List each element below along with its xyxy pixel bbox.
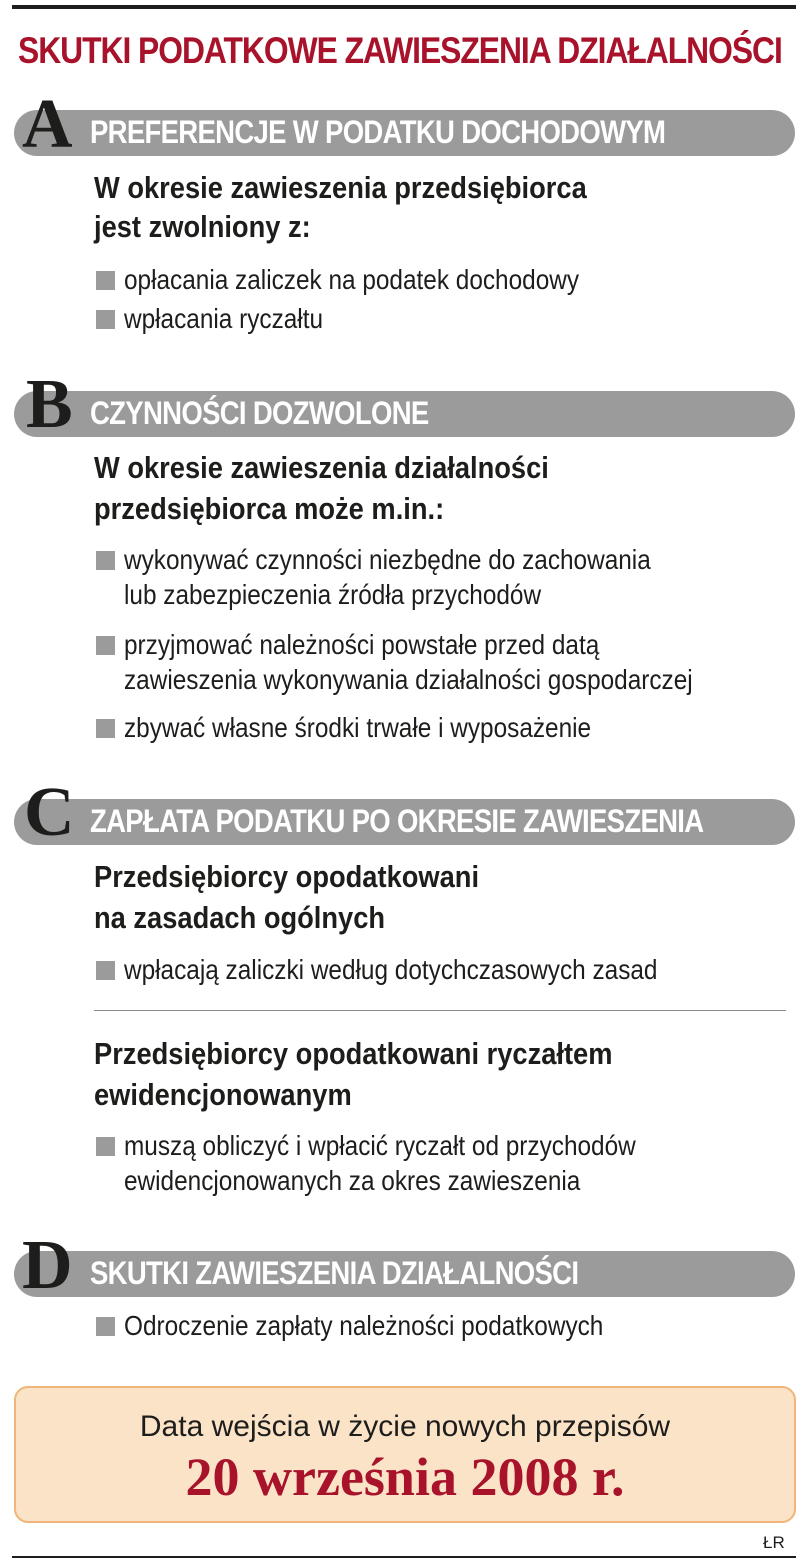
list-item-text-line-1: przyjmować należności powstałe przed datą: [124, 629, 600, 660]
section-a-title: PREFERENCJE W PODATKU DOCHODOWYM: [90, 114, 666, 150]
bullet-square-icon: [96, 271, 115, 290]
bullet-square-icon: [96, 636, 115, 655]
list-item-text: wpłacają zaliczki według dotychczasowych zasad: [124, 954, 658, 985]
list-item-text: zbywać własne środki trwałe i wyposażenie: [124, 712, 592, 743]
bullet-square-icon: [96, 719, 115, 738]
bullet-square-icon: [96, 310, 115, 329]
section-c-title: ZAPŁATA PODATKU PO OKRESIE ZAWIESZENIA: [90, 803, 704, 839]
bottom-rule: [12, 1556, 796, 1558]
list-item-text-line-2: lub zabezpieczenia źródła przychodów: [124, 579, 542, 610]
list-item-text-line-1: muszą obliczyć i wpłacić ryczałt od przychodów: [124, 1130, 636, 1161]
section-c-subhead-2-line-1: Przedsiębiorcy opodatkowani ryczałtem: [94, 1036, 613, 1071]
section-b-subhead-line-1: W okresie zawieszenia działalności: [94, 450, 549, 485]
list-item-text-line-2: zawieszenia wykonywania działalności gospodarczej: [124, 664, 693, 695]
list-item-text: Odroczenie zapłaty należności podatkowych: [124, 1310, 604, 1341]
section-d-letter: D: [22, 1227, 73, 1304]
list-item-text-line-1: wykonywać czynności niezbędne do zachowania: [124, 544, 651, 575]
list-item-text: wpłacania ryczałtu: [124, 303, 324, 334]
effective-date-value: 20 września 2008 r.: [185, 1447, 625, 1507]
section-a-subhead-line-1: W okresie zawieszenia przedsiębiorca: [94, 170, 587, 205]
section-c-subhead-2-line-2: ewidencjonowanym: [94, 1077, 352, 1112]
bullet-square-icon: [96, 961, 115, 980]
list-item-text: opłacania zaliczek na podatek dochodowy: [124, 264, 580, 295]
effective-date-box: [14, 1386, 796, 1523]
section-a-subhead-line-2: jest zwolniony z:: [94, 209, 311, 244]
author-credit: ŁR: [763, 1533, 785, 1552]
section-b-title: CZYNNOŚCI DOZWOLONE: [90, 395, 429, 431]
bullet-square-icon: [96, 1317, 115, 1336]
list-item-text-line-2: ewidencjonowanych za okres zawieszenia: [124, 1165, 581, 1196]
section-d-title: SKUTKI ZAWIESZENIA DZIAŁALNOŚCI: [90, 1255, 579, 1291]
section-b-letter: B: [26, 366, 73, 443]
section-c-subhead-1-line-1: Przedsiębiorcy opodatkowani: [94, 859, 480, 894]
section-a-letter: A: [22, 86, 73, 163]
section-c-letter: C: [24, 774, 75, 851]
top-rule: [12, 5, 796, 9]
divider: [94, 1010, 786, 1011]
bullet-square-icon: [96, 551, 115, 570]
section-b-subhead-line-2: przedsiębiorca może m.in.:: [94, 491, 445, 526]
page-title: SKUTKI PODATKOWE ZAWIESZENIA DZIAŁALNOŚCI: [18, 30, 782, 71]
section-c-subhead-1-line-2: na zasadach ogólnych: [94, 900, 386, 935]
bullet-square-icon: [96, 1137, 115, 1156]
effective-date-label: Data wejścia w życie nowych przepisów: [139, 1410, 671, 1443]
